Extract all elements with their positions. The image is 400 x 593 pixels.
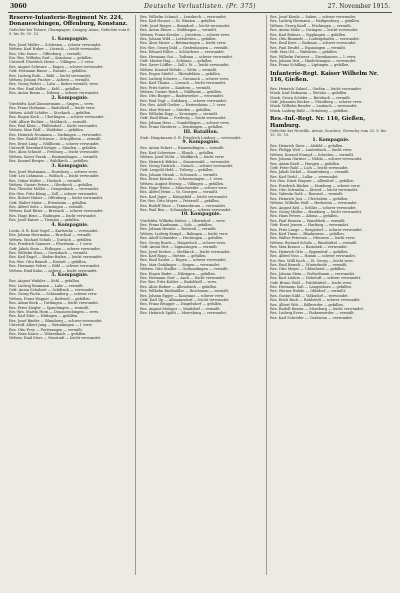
casualty-entry: Res. Karl Hauser — St. Blasien — gefallen. <box>140 19 217 24</box>
casualty-entry: Res. Wilhelm Kopp — Krozingen — vermißt. <box>140 111 219 116</box>
casualty-entry: Gefr. Ernst Jensen — Harburg — verwundet. <box>270 223 350 228</box>
casualty-entry: Res. Kurt Lüders — Hoheluft — schwer verwundet. <box>270 276 362 281</box>
casualty-entry: Gefr. Anton Hirt — Sigmaringen — vermißt. <box>140 245 218 250</box>
company-heading: 2. Kompagnie. <box>51 95 89 101</box>
casualty-entry: Wehrm. Xaver Frank — Emmendingen — vermißt. <box>9 154 99 159</box>
page-number: 3060 <box>10 3 27 10</box>
casualty-entry: Ers.-Res. Adolf Gerber — Heitersheim — l. verw. <box>140 103 227 108</box>
publication-title: Deutsche Verlustlisten. (Pr. 375) <box>144 3 256 10</box>
casualty-entry: Res. Hugo Benz — Endingen — leicht verwundet. <box>9 213 97 218</box>
casualty-entry: Res. Alfred Voss — Hamm — schwer verwundet. <box>270 254 356 259</box>
casualty-entry: Ers.-Res. Emil Keller — Kehl — gefallen. <box>9 86 81 91</box>
casualty-entry: Res. Georg Weber — Lahr — bisher vermißt, verw. <box>9 82 99 87</box>
casualty-entry: Wehrm. Otto Stadler — Gottmadingen — vermißt. <box>140 267 229 272</box>
casualty-entry: Res. Alfred Heim — St. Georgen — vermißt. <box>140 190 219 195</box>
casualty-entry: Gefr. Bruno Wulf — Fuhlsbüttel — leicht verw. <box>270 280 352 285</box>
casualty-entry: Res. Wilhelm Riedmüller — Reichenau — vermißt. <box>140 289 230 294</box>
casualty-entry: Gefr. Walter Maier — Ettenheim — gefallen. <box>9 200 88 205</box>
casualty-entry: Res. Gustav Kühl — Volksdorf — verwundet. <box>270 293 349 298</box>
casualty-entry: Wehrm. Adolf Schäfer — Stockach — gefallen. <box>9 110 92 115</box>
casualty-entry: Unteroff. Bernhard Krüger — Staufen — gefallen. <box>9 145 98 150</box>
casualty-entry: Gefr. Josef Rieger — Bonndorf — leicht verwundet. <box>140 23 231 28</box>
casualty-entry: Gefr. Emil Blum — Freiburg — leicht verwundet. <box>140 116 227 121</box>
casualty-entry: Res. Johann Veit — Hindelwangen — verwundet. <box>270 59 357 64</box>
header-rule <box>8 12 392 13</box>
casualty-entry: Res. Hugo Weiss — Mönchweiler — schwer verw. <box>140 186 228 191</box>
casualty-entry: Res. Georg Müller — Hamburg — leicht verwundet. <box>270 210 363 215</box>
casualty-entry: Res. Paul Bea — Schramberg — schwer verwundet. <box>140 208 232 213</box>
casualty-entry: Res. Adam Kraft — Hungen — gefallen. <box>270 161 341 166</box>
casualty-entry: Res. Georg Bosch — Haigerloch — schwer verw. <box>140 240 226 245</box>
casualty-entry: Wehrm. Michael Schulz — Durlach — gefallen. <box>9 237 93 242</box>
casualty-entry: Wehrm. Ludwig Kempf — Balingen — leicht verw. <box>140 231 229 236</box>
casualty-entry: Res. Franz Riesterer — Denzlingen — gefallen. <box>140 125 224 130</box>
company-heading: 1. Kompagnie. <box>51 36 89 42</box>
casualty-entry: Unteroff. Friedrich Meier — Villingen — l. verw. <box>9 60 95 65</box>
casualty-entry: Vizefeldw. Karl Zimmermann — Singen — verw. <box>9 101 94 106</box>
battle-subheading: Gefechte bei Neuville, Artois; Souchez; Givenchy vom 25. 9. bis 13. 10. 15. <box>270 128 387 138</box>
casualty-entry: Res. Hermann Gut — Todtnau — schwer verwundet. <box>140 54 233 59</box>
casualty-entry: Vizefeldw. Wilhelm Sieber — Oberndorf — verw. <box>140 218 226 223</box>
casualty-entry: Ers.-Res. Georg Dold — Grafenhausen — vermißt. <box>140 45 229 50</box>
casualty-entry: Gefr. Martin Hug — Schönau — gefallen. <box>140 59 213 64</box>
regiment-heading: Infanterie-Regt. Kaiser Wilhelm Nr. 116, Gießen. <box>270 70 379 84</box>
casualty-entry: Res. Hermann Vetter — Bühl — schwer verwundet. <box>9 264 101 269</box>
casualty-entry: Ers.-Res. Wilhelm Graf — Konstanz — gefallen. <box>9 56 93 61</box>
battle-subheading: Stab: Hauptmann d. R. Friedrich Lindner — verwundet. <box>140 135 242 140</box>
casualty-entry: Res. Karl Eder — Hüfingen — gefallen. <box>9 314 79 319</box>
casualty-entry: Ers.-Res. Rudolf Schwarz — Schopfheim — vermißt. <box>9 137 102 142</box>
casualty-entry: Ers.-Res. Fritz König — Zell — schwer verwundet. <box>9 191 98 196</box>
casualty-entry: Res. Jakob Nickel — Staufenberg — vermißt. <box>270 170 350 175</box>
casualty-entry: Res. Rudolf Harms — Moorburg — leicht verwundet. <box>270 306 364 311</box>
casualty-entry: Res. Heinrich Dietz — Alsfeld — gefallen. <box>270 143 344 148</box>
casualty-entry: Res. Heinrich Otto — Eppendorf — gefallen. <box>270 249 349 254</box>
company-heading: III. Bataillon. <box>183 129 219 135</box>
casualty-entry: Res. Theodor Möller — Gengenbach — verwundet. <box>9 187 100 192</box>
column-divider <box>135 15 136 575</box>
casualty-entry: Gefr. Leopold Held — Triberg — gefallen. <box>140 168 214 173</box>
casualty-entry: Res. Paul Hansen — Wandsbek — vermißt. <box>270 218 346 223</box>
casualty-entry: Res. Emil Kees — Bodman — schwer verwundet. <box>270 41 357 46</box>
casualty-entry: Unteroff. Albert Jung — Bräunlingen — l. verw. <box>9 323 93 328</box>
casualty-entry: Res. Heinrich Bühler — Simonswald — verwundet. <box>140 159 231 164</box>
casualty-entry: Res. Ernst Lang — Müllheim — schwer verwundet. <box>9 141 100 146</box>
casualty-entry: Wehrm. Josef Stöhr — Waldkirch — leicht verw. <box>140 155 225 160</box>
casualty-entry: Wehrm. Karl Ritter — Breisach — schwer verwundet. <box>9 209 104 214</box>
casualty-entry: Res. Josef Müller — Schlesien — schwer verwundet. <box>9 42 102 47</box>
casualty-entry: Res. Hans Peters — Altona — gefallen. <box>270 214 339 219</box>
casualty-entry: Res. Alois Hafner — Allensbach — gefallen. <box>140 284 218 289</box>
casualty-entry: Ers.-Res. Otto Mayer — Peterzell — gefallen. <box>140 199 220 204</box>
casualty-entry: Res. Peter Ziegler — Spaichingen — vermißt. <box>9 305 90 310</box>
casualty-entry: Res. Alois Moser — Bettmaringen — leicht verw. <box>140 41 227 46</box>
casualty-entry: Res. Ludwig Baumann — Lahr — vermißt. <box>9 283 84 288</box>
casualty-entry: Res. Fritz Sutter — Kandern — vermißt. <box>140 85 212 90</box>
casualty-entry: Res. Karl Diehl — Lollar — verwundet. <box>270 174 339 179</box>
casualty-entry: Res. Max Krause — Barmbek — verwundet. <box>270 245 348 250</box>
battle-subheading: Gefechte bei Tahure, Champagne; Lusigny, Aisne; Gefechte vom 6. 9. bis 16. 10. 15. <box>9 27 131 37</box>
casualty-entry: Res. August Metzger — Markdorf — vermißt. <box>140 306 221 311</box>
casualty-entry: Res. Robert Huber — Offenburg — leicht verwundet. <box>9 196 104 201</box>
casualty-entry: Wehrm. Konrad Stumpf — Schotten — vermißt. <box>270 152 355 157</box>
casualty-entry: Res. Karl Bohner — Sipplingen — gefallen. <box>270 32 347 37</box>
casualty-entry: Res. Josef Dreher — Meßkirch — leicht verwundet. <box>140 249 231 254</box>
casualty-entry: Res. Eugen Bader — Hilzingen — gefallen. <box>140 271 216 276</box>
column-1 <box>9 15 131 575</box>
casualty-entry: Res. Franz Schilling — Liptingen — gefallen. <box>270 63 350 68</box>
casualty-entry: Wehrm. Franz Kessler — Jestetten — schwer verw. <box>140 32 230 37</box>
casualty-entry: Res. Johann Gärtner — Nidda — schwer verwundet. <box>270 157 363 162</box>
company-heading: 1. Kompagnie. <box>312 137 350 143</box>
casualty-entry: Wehrm. Georg Knoll — Frickingen — vermißt. <box>270 23 352 28</box>
casualty-entry: Res. Otto Meyer — Uhlenhorst — gefallen. <box>270 267 346 272</box>
casualty-entry: Ers.-Res. Willi Koch — St. Georg — leicht verw. <box>270 258 354 263</box>
column-2 <box>140 15 262 575</box>
casualty-entry: Res. Otto Burger — Badenweiler — verwundet. <box>140 94 224 99</box>
casualty-entry: Res. Wilhelm Schmid — Lenzkirch — verwundet. <box>140 15 227 19</box>
casualty-entry: Res. Johann Stein — Rotherbaum — verwundet. <box>270 271 356 276</box>
casualty-entry: Res. Oskar Walter — Haslach — vermißt. <box>9 178 82 183</box>
casualty-entry: Res. Johann Hermle — Rottweil — vermißt. <box>140 227 217 232</box>
casualty-entry: Wehrm. Franz Wagner — Rottweil — gefallen. <box>9 296 91 301</box>
casualty-entry: Res. Ludwig Roth — Bühl — leicht verwundet. <box>9 73 92 78</box>
casualty-entry: Wehrm. Wilhelm Wolf — Herbstein — verwundet. <box>270 201 358 206</box>
casualty-entry: Gefr. Max Ott — Wahlwies — gefallen. <box>270 50 338 55</box>
casualty-entry: Wehrm. August Herzog — Villingen — gefallen. <box>140 181 225 186</box>
casualty-entry: Gefr. Anton Schubert — Schiltach — verwundet. <box>9 287 95 292</box>
casualty-entry: Res. Adam Beck — Tuttlingen — leicht verwundet. <box>9 301 99 306</box>
casualty-entry: Gefr. Hermann Bauer — Rastatt — gefallen. <box>9 69 87 74</box>
casualty-entry: Res. Georg Dietrich — Gutach — schwer verwundet. <box>140 164 234 168</box>
casualty-entry: Leutn. d. R. Kurt Vogel — Karlsruhe — verwundet. <box>9 228 99 233</box>
casualty-entry: Res. Paul Deufel — Espasingen — vermißt. <box>270 45 347 50</box>
casualty-entry: Res. Johann Egger — Konstanz — schwer verw. <box>140 293 225 298</box>
casualty-entry: Res. Heinrich Jost — Ulrichstein — gefallen. <box>270 196 349 201</box>
casualty-entry: Res. August Winkler — Kehl — gefallen. <box>9 279 81 284</box>
casualty-entry: Res. Hermann Saß — Langenhorn — gefallen. <box>270 284 352 289</box>
casualty-entry: Musk. Wilhelm Bender — Laubach — verwundet. <box>270 104 358 109</box>
casualty-entry: Res. Karl Timm — Blankenese — gefallen. <box>270 232 345 237</box>
casualty-entry: Ers.-Res. Ernst Wagner — Allendorf — gefallen. <box>270 179 355 184</box>
casualty-entry: Res. Karl Jäger — Königsfeld — leicht verwundet. <box>140 194 229 199</box>
casualty-entry: Res. Josef Binder — Blumberg — schwer verwundet. <box>9 318 103 323</box>
column-3 <box>270 15 392 575</box>
casualty-entry: Ers.-Res. Otto Brandt — Rastatt — gefallen. <box>9 259 87 264</box>
casualty-entry: Res. Paul Klein — Pfullendorf — leicht verwundet. <box>9 123 98 128</box>
casualty-entry: Res. August Schwarz — Engen — schwer verwundet. <box>9 64 104 69</box>
casualty-entry: Res. Eduard Faller — Schluchsee — verwundet. <box>140 50 225 55</box>
casualty-entry: Wehrm. Johann Fischer — Achern — vermißt. <box>9 78 90 83</box>
casualty-entry: Res. Josef Kaiser — Tiengen — gefallen. <box>9 218 80 223</box>
casualty-entry: Res. Josef Kienle — Salem — schwer verwundet. <box>270 15 357 19</box>
casualty-entry: Res. Paul Vogt — Sulzburg — schwer verwundet. <box>140 98 227 103</box>
casualty-entry: Gefr. Peter Ruhl — Lich — leicht verwundet. <box>270 165 349 170</box>
casualty-entry: Ers.-Res. Martin Horn — Donaueschingen — verw. <box>9 309 99 314</box>
company-heading: 4. Kompagnie. <box>51 222 89 228</box>
casualty-entry: Res. Werner Rohde — Ohlsdorf — vermißt. <box>270 289 347 294</box>
casualty-entry: Ers.-Res. Fritz Kohler — Radolfzell — verw. <box>140 280 217 285</box>
casualty-entry: Res. Ludwig Scherer — Grenzach — schwer verw. <box>140 76 229 81</box>
issue-date: 27. November 1915. <box>327 3 390 10</box>
casualty-entry: Res. Ernst Kienzle — Schwenningen — l. verw. <box>140 177 223 182</box>
casualty-entry: Wehrm. Gustav Reich — Müllheim — gefallen. <box>140 89 223 94</box>
column-divider <box>266 15 267 575</box>
casualty-entry: Res. Karl Thoma — Lörrach — leicht verwundet. <box>140 81 227 86</box>
casualty-entry: Res. Otto Sauer — Offenburg — vermißt. <box>9 51 82 56</box>
casualty-entry: Musk. Georg Schäfer — Butzbach — vermißt. <box>270 95 351 100</box>
casualty-entry: Res. Anton Mohr — Owingen — leicht verwundet. <box>270 28 359 33</box>
casualty-entry: Wehrm. Richard Schulz — Eimsbüttel — vermißt. <box>270 240 358 245</box>
casualty-entry: Res. Georg Fuchs — Schramberg — schwer verw. <box>9 292 98 297</box>
casualty-entry: Res. Hermann Graf — Aach — leicht verwundet. <box>140 275 226 280</box>
casualty-entry: Res. Karl Schröder — Cuxhaven — verwundet. <box>270 315 353 320</box>
casualty-entry: Res. Alfred Seitz — Kenzingen — vermißt. <box>9 205 84 210</box>
casualty-entry: Res. Max Gnädinger — Singen — verwundet. <box>140 262 221 267</box>
casualty-entry: Wehrm. Konrad Wehrle — Wehr — vermißt. <box>140 67 218 72</box>
casualty-entry: Res. Otto Schwalm — Kirtorf — leicht verwundet. <box>270 188 359 193</box>
casualty-entry: Res. Franz Kaufmann — Sulz — gefallen. <box>140 223 213 228</box>
casualty-entry: Res. Josef Hartmann — Hornberg — schwer verw. <box>9 169 98 174</box>
casualty-entry: Musk. Ludwig Rühl — Grünberg — gefallen. <box>270 108 349 113</box>
casualty-entry: Res. Franz Hofmann — Radolfzell — leicht verw. <box>9 106 96 111</box>
casualty-entry: Res. Johann Herrmann — Bruchsal — vermißt. <box>9 233 92 238</box>
casualty-entry: Res. Albert Witt — Billwerder — gefallen. <box>270 302 344 307</box>
company-heading: 3. Kompagnie. <box>51 163 89 169</box>
casualty-entry: Res. Emil Sauter — Engen — schwer verwundet. <box>140 258 227 263</box>
casualty-entry: Gefr. Karl Ilg — Allmannsdorf — leicht verwundet. <box>140 297 230 302</box>
casualty-entry: Res. Johann Straub — Schonach — vermißt. <box>140 172 219 177</box>
casualty-entry: Wehrm. Karl Huber — Lörrach — leicht verwundet. <box>9 47 101 52</box>
casualty-entry: Res. Erich Bock — Rahlstedt — schwer verwundet. <box>270 298 361 303</box>
casualty-entry: Res. Karl Engel — Baden-Baden — leicht verwundet. <box>9 255 103 260</box>
casualty-entry: Res. Friedrich Sommer — Pforzheim — l. verw. <box>9 242 93 247</box>
casualty-entry: Res. Karl Schweizer — Elzach — gefallen. <box>140 150 215 155</box>
casualty-entry: Res. Max Wörner — Staufen — gefallen. <box>140 107 212 112</box>
casualty-entry: Res. Heinrich Späth — Meersburg — verwundet. <box>140 311 227 316</box>
casualty-entry: Res. August Keil — Schlitz — schwer verwundet. <box>270 205 357 210</box>
casualty-entry: Res. Johann Hess — Gundelfingen — schwer verw. <box>140 120 230 125</box>
casualty-entry: Wehrm. Gustav Peters — Oberkirch — gefallen. <box>9 183 94 188</box>
regiment-heading: Reserve-Infanterie-Regiment Nr. 224, Donaueschingen, Offenburg, Konstanz. <box>9 15 128 28</box>
casualty-entry: Res. Anton Ebner — Stühlingen — vermißt. <box>140 28 218 33</box>
casualty-entry: Res. Ludwig Evers — Finkenwerder — vermißt. <box>270 311 355 316</box>
casualty-entry: Res. Anton Braun — Triberg — schwer verwundet. <box>9 91 100 96</box>
casualty-entry: Res. Ludwig Hermann — Heiligenberg — gefallen. <box>270 19 360 24</box>
casualty-entry: Res. Xaver Löffler — Zell i. W. — leicht verwundet. <box>140 63 230 68</box>
casualty-entry: Res. Philipp Weil — Lauterbach — leicht verw. <box>270 148 353 153</box>
casualty-entry: Res. Friedrich Bäcker — Homberg — schwer verw. <box>270 183 361 188</box>
casualty-entry: Res. Fritz Lange — Bergedorf — schwer verwundet. <box>270 227 363 232</box>
casualty-entry: Res. Walter Petersen — Ottensen — leicht verw. <box>270 236 356 241</box>
casualty-entry: Res. Wilhelm Futterer — Zizenhausen — l. verw. <box>270 54 357 59</box>
casualty-entry: Musk. Karl Hofmann — Wetzlar — gefallen. <box>270 91 348 96</box>
company-heading: 10. Kompagnie. <box>180 212 222 218</box>
casualty-entry: Res. Emil Brandt — Winterhude — vermißt. <box>270 262 348 267</box>
casualty-entry: Res. Johann Wild — Lottstetten — gefallen. <box>140 37 217 42</box>
regiment-heading: Res.-Inf.-Regt. Nr. 116, Gießen, Hamburg. <box>270 116 366 129</box>
casualty-entry: Res. Rudolf Storz — Tennenbronn — verwundet. <box>140 203 227 208</box>
casualty-entry: Res. Hans Kraus — Vöhrenbach — gefallen. <box>9 332 87 337</box>
casualty-entry: Res. Karl Rapp — Stetten — gefallen. <box>140 253 207 258</box>
casualty-entry: Res. Heinrich Zulauf — Gießen — leicht verwundet. <box>270 86 363 91</box>
casualty-entry: Gefr. Leo Lehmann — Wolfach — leicht verwundet. <box>9 174 100 179</box>
casualty-entry: Wehrm. Emil Kuhn — Achern — leicht verwundet. <box>9 268 98 273</box>
casualty-entry: Res. Franz Brugger — Dingelsdorf — gefallen. <box>140 302 223 307</box>
casualty-entry: Wehrm. Max Wolf — Waldshut — gefallen. <box>9 128 84 133</box>
casualty-entry: Wehrm. Emil Merz — Neustadt — leicht verwundet. <box>9 336 102 341</box>
casualty-entry: Res. Anton Eckert — Emmendingen — vermißt. <box>140 146 225 151</box>
casualty-entry: Gefr. Johannes Becker — Friedberg — schwer verw. <box>270 99 363 104</box>
company-heading: 5. Kompagnie. <box>51 272 89 278</box>
casualty-entry: Res. Otto Frey — Furtwangen — vermißt. <box>9 327 83 332</box>
casualty-entry: Res. Wilhelm Haas — Gernsbach — vermißt. <box>9 250 89 255</box>
casualty-entry: Res. Adolf Schneider — Hechingen — gefallen. <box>140 236 224 241</box>
casualty-entry: Res. Valentin Roth — Romrod — vermißt. <box>270 192 344 197</box>
casualty-entry: Res. Eugen Stiefel — Rheinfelden — gefallen. <box>140 72 221 77</box>
company-heading: 9. Kompagnie. <box>182 140 220 146</box>
casualty-entry: Res. Alois Schmitt — Freiburg — leicht verwundet. <box>9 150 100 155</box>
casualty-entry: Gefr. Jakob Stein — Ettlingen — schwer verwundet. <box>9 246 101 251</box>
casualty-entry: Res. Konrad Berger — Waldkirch — gefallen. <box>9 159 89 164</box>
casualty-entry: Res. Eugen Koch — Überlingen — schwer verwundet. <box>9 115 105 120</box>
casualty-entry: Res. Otto Rimmele — Ludwigshafen — verwundet. <box>270 37 360 42</box>
casualty-entry: Res. Heinrich Neumann — Säckingen — verwundet. <box>9 132 102 137</box>
casualty-entry: Gefr. Albert Richter — Meßkirch — vermißt. <box>9 119 88 124</box>
